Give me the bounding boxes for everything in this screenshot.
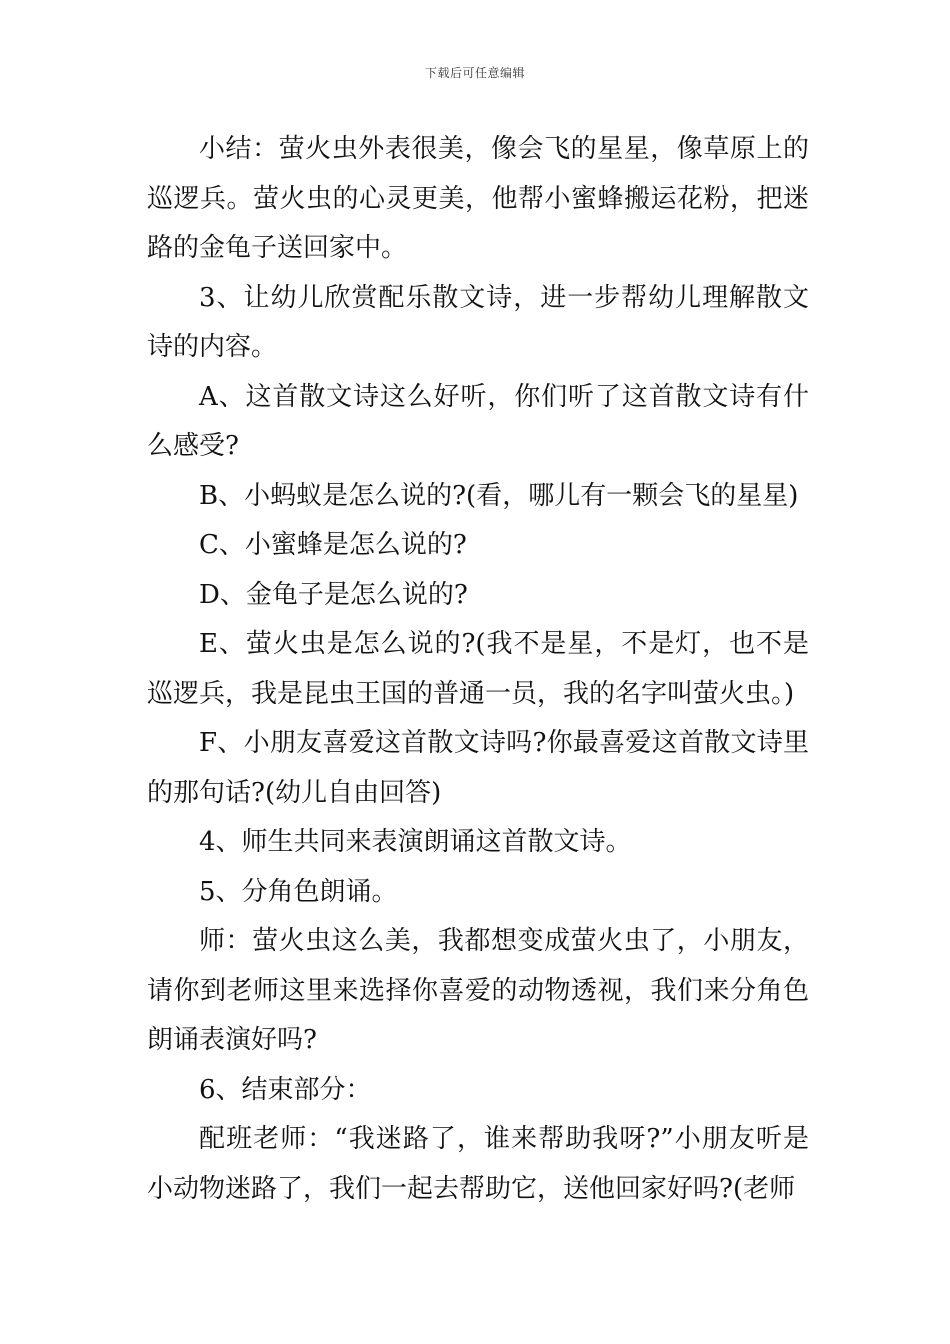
- page-header: 下载后可任意编辑: [424, 66, 525, 80]
- paragraph-question-f: F、小朋友喜爱这首散文诗吗?你最喜爱这首散文诗里的那句话?(幼儿自由回答): [147, 728, 809, 808]
- paragraph-teacher: 师：萤火虫这么美，我都想变成萤火虫了，小朋友，请你到老师这里来选择你喜爱的动物透视，我们来分角色朗诵表演好吗?: [147, 926, 809, 1055]
- paragraph-assistant-teacher: 配班老师：“我迷路了，谁来帮助我呀?”小朋友听是小动物迷路了，我们一起去帮助它，送他回家好吗?(老师: [147, 1124, 809, 1204]
- paragraph-question-c: C、小蜜蜂是怎么说的?: [199, 530, 467, 560]
- document-body: [147, 125, 809, 1214]
- paragraph-step-3: 3、让幼儿欣赏配乐散文诗，进一步帮幼儿理解散文诗的内容。: [147, 282, 809, 362]
- paragraph-question-b: B、小蚂蚁是怎么说的?(看，哪儿有一颗会飞的星星): [199, 480, 799, 511]
- paragraph-question-e: E、萤火虫是怎么说的?(我不是星，不是灯，也不是巡逻兵，我是昆虫王国的普通一员，我的名字叫萤火虫。): [147, 629, 809, 709]
- paragraph-step-5: 5、分角色朗诵。: [199, 876, 398, 907]
- paragraph-question-d: D、金龟子是怎么说的?: [199, 579, 468, 610]
- paragraph-question-a: A、这首散文诗这么好听，你们听了这首散文诗有什么感受?: [147, 381, 809, 461]
- paragraph-step-6: 6、结束部分：: [199, 1074, 372, 1105]
- paragraph-step-4: 4、师生共同来表演朗诵这首散文诗。: [199, 827, 632, 857]
- paragraph-summary: 小结：萤火虫外表很美，像会飞的星星，像草原上的巡逻兵。萤火虫的心灵更美，他帮小蜜蜂搬运花粉，把迷路的金龟子送回家中。: [147, 134, 809, 263]
